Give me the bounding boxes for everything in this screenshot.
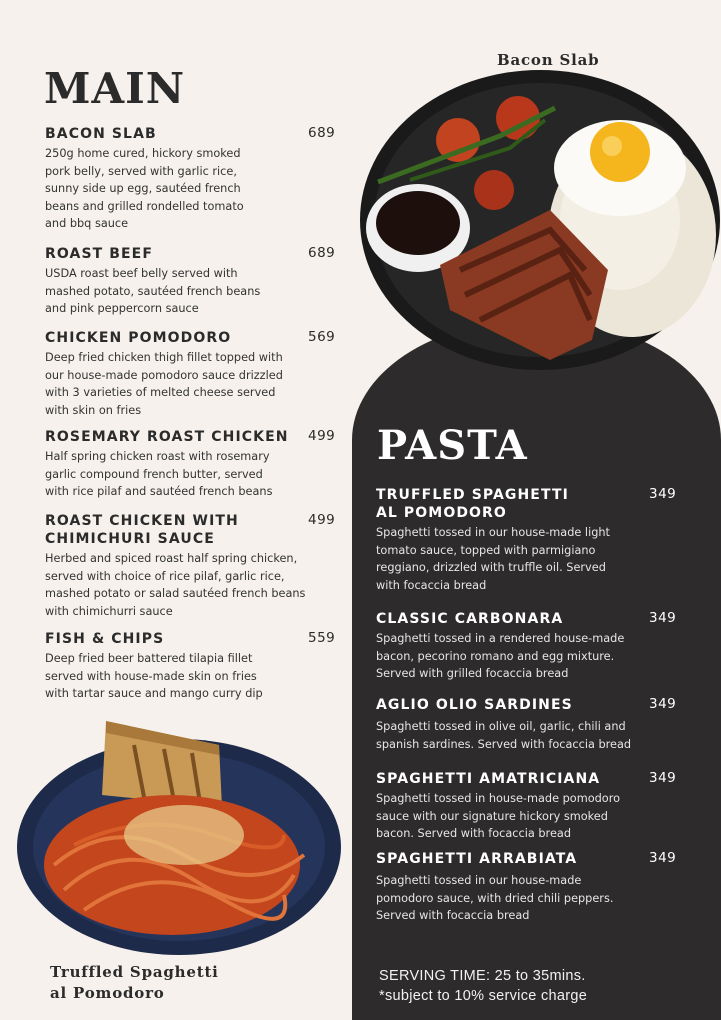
service-charge-text: *subject to 10% service charge bbox=[379, 988, 588, 1004]
bacon-slab-caption: Bacon Slab bbox=[497, 51, 600, 69]
item-description: Spaghetti tossed in olive oil, garlic, chili and spanish sardines. Served with focaccia bread bbox=[376, 720, 632, 751]
item-price: 349 bbox=[649, 850, 677, 866]
item-name: FISH & CHIPS bbox=[45, 631, 165, 647]
item-description: Deep fried beer battered tilapia fillet served with house-made skin on fries with tartar sauce and mango curry dip bbox=[45, 652, 263, 701]
item-description: Spaghetti tossed in house-made pomodoro sauce with our signature hickory smoked bacon. Served with focaccia bread bbox=[376, 792, 621, 841]
menu-item-aglio-olio-sardines bbox=[376, 696, 681, 753]
caption-line: Truffled Spaghetti bbox=[50, 963, 219, 981]
menu-item-classic-carbonara bbox=[376, 610, 681, 683]
item-price: 349 bbox=[649, 770, 677, 786]
item-price: 349 bbox=[649, 610, 677, 626]
item-description: USDA roast beef belly served with mashed potato, sautéed french beans and pink peppercorn sauce bbox=[45, 267, 261, 316]
item-price: 349 bbox=[649, 696, 677, 712]
item-name: BACON SLAB bbox=[45, 126, 157, 142]
serving-time-text: SERVING TIME: 25 to 35mins. bbox=[379, 968, 586, 984]
truffled-spaghetti-photo bbox=[14, 715, 344, 960]
item-description: 250g home cured, hickory smoked pork belly, served with garlic rice, sunny side up egg, sautéed french beans and grilled rondelled tomato and bbq sauce bbox=[45, 147, 244, 231]
menu-item-spaghetti-arrabiata bbox=[376, 850, 681, 925]
menu-item-spaghetti-amatriciana bbox=[376, 770, 681, 843]
item-name: TRUFFLED SPAGHETTI AL POMODORO bbox=[376, 487, 569, 521]
bacon-slab-photo bbox=[350, 70, 721, 370]
item-description: Half spring chicken roast with rosemary garlic compound french butter, served with rice pilaf and sautéed french beans bbox=[45, 450, 273, 499]
item-description: Spaghetti tossed in a rendered house-made bacon, pecorino romano and egg mixture. Served with grilled focaccia bread bbox=[376, 632, 625, 681]
item-price: 569 bbox=[308, 329, 336, 345]
item-price: 349 bbox=[649, 486, 677, 502]
item-name: ROAST BEEF bbox=[45, 246, 154, 262]
item-name: AGLIO OLIO SARDINES bbox=[376, 697, 573, 713]
item-name: CLASSIC CARBONARA bbox=[376, 611, 564, 627]
menu-item-bacon-slab bbox=[45, 125, 337, 233]
item-name: SPAGHETTI AMATRICIANA bbox=[376, 771, 601, 787]
caption-line: al Pomodoro bbox=[50, 984, 165, 1002]
item-description: Spaghetti tossed in our house-made light tomato sauce, topped with parmigiano reggiano, drizzled with truffle oil. Served with focaccia bread bbox=[376, 526, 610, 592]
menu-item-truffled-spaghetti bbox=[376, 486, 681, 594]
item-price: 499 bbox=[308, 428, 336, 444]
item-description: Herbed and spiced roast half spring chicken, served with choice of rice pilaf, garlic rice, mashed potato or salad sautéed french beans with chimichurri sauce bbox=[45, 552, 306, 618]
item-price: 499 bbox=[308, 512, 336, 528]
item-price: 689 bbox=[308, 125, 336, 141]
item-description: Deep fried chicken thigh fillet topped with our house-made pomodoro sauce drizzled with 3 varieties of melted cheese served with skin on fries bbox=[45, 351, 283, 417]
menu-item-chicken-pomodoro bbox=[45, 329, 337, 419]
item-name: CHICKEN POMODORO bbox=[45, 330, 232, 346]
footer-note bbox=[379, 966, 587, 1006]
menu-item-roast-chicken-chimichuri bbox=[45, 512, 337, 620]
pasta-section-title: PASTA bbox=[377, 422, 528, 469]
menu-item-rosemary-roast-chicken bbox=[45, 428, 337, 501]
main-section-title: MAIN bbox=[44, 64, 186, 113]
item-name: ROAST CHICKEN WITH CHIMICHURI SAUCE bbox=[45, 513, 239, 547]
item-description: Spaghetti tossed in our house-made pomodoro sauce, with dried chili peppers. Served with focaccia bread bbox=[376, 874, 614, 923]
item-name: ROSEMARY ROAST CHICKEN bbox=[45, 429, 289, 445]
item-price: 559 bbox=[308, 630, 336, 646]
item-name: SPAGHETTI ARRABIATA bbox=[376, 851, 578, 867]
truffled-spaghetti-caption bbox=[50, 962, 219, 1004]
item-price: 689 bbox=[308, 245, 336, 261]
menu-item-fish-and-chips bbox=[45, 630, 337, 703]
menu-item-roast-beef bbox=[45, 245, 337, 318]
